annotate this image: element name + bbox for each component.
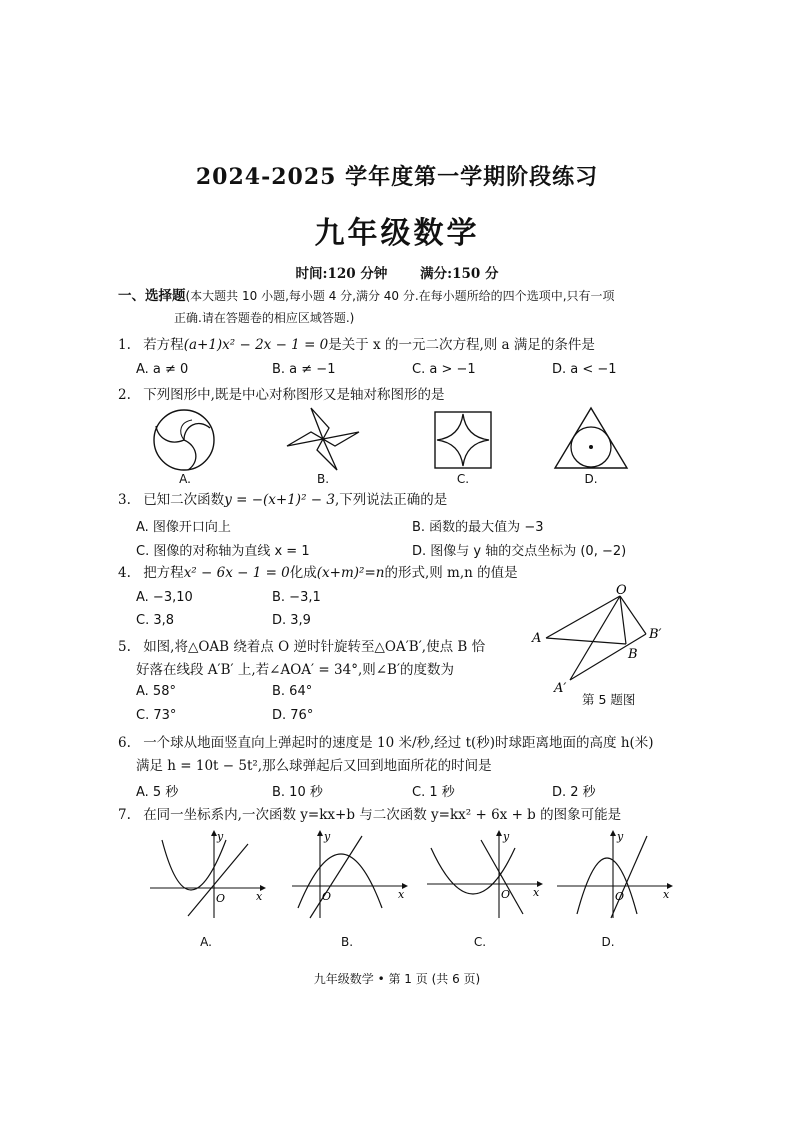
q6-line-1: 一个球从地面竖直向上弹起时的速度是 10 米/秒,经过 t(秒)时球距离地面的高度 h(米) (143, 735, 654, 751)
square-star-figure (433, 410, 493, 470)
q3-option-b: B. 函数的最大值为 −3 (412, 520, 544, 535)
q2-label-a: A. (179, 472, 191, 486)
graph-option-c (425, 830, 543, 920)
page-footer: 九年级数学 • 第 1 页 (共 6 页) (313, 972, 481, 986)
q4-stem-a: 把方程 (143, 565, 184, 581)
q3-stem-a: 已知二次函数 (143, 492, 225, 508)
q4-option-b: B. −3,1 (272, 590, 321, 605)
point-b-label: B (628, 647, 638, 662)
y-axis-label: y (324, 830, 331, 843)
q1-option-a: A. a ≠ 0 (136, 362, 189, 377)
q3-option-a: A. 图像开口向上 (136, 520, 231, 535)
q5-option-a: A. 58° (136, 684, 176, 699)
subject-title: 九年级数学 (314, 216, 480, 251)
point-o-label: O (616, 583, 627, 598)
question-number: 3. (118, 492, 131, 508)
graph-option-b (290, 830, 408, 920)
x-axis-label: x (256, 890, 263, 903)
q3-expression: y = −(x+1)² − 3 (224, 492, 335, 508)
question-7 (118, 805, 718, 825)
q1-option-c: C. a > −1 (412, 362, 476, 377)
origin-label: O (216, 892, 226, 905)
pinwheel-figure (285, 406, 361, 472)
q7-label-c: C. (473, 935, 487, 949)
q4-expression: x² − 6x − 1 = 0 (183, 565, 290, 581)
q4-expression-2: (x+m)²=n (316, 565, 385, 581)
y-axis-label: y (217, 830, 224, 843)
question-number: 6. (118, 735, 131, 751)
section-heading (118, 285, 698, 329)
q5-option-b: B. 64° (272, 684, 313, 699)
question-5 (118, 637, 538, 657)
q4-stem-b: 化成 (289, 565, 317, 581)
graph-option-d (555, 830, 673, 920)
question-number: 1. (118, 337, 131, 353)
question-number: 7. (118, 807, 131, 823)
q3-option-c: C. 图像的对称轴为直线 x = 1 (136, 544, 310, 559)
point-a-label: A (532, 631, 542, 646)
q6-option-b: B. 10 秒 (272, 785, 323, 800)
q5-line-1: 如图,将△OAB 绕着点 O 逆时针旋转至△OA′B′,使点 B 恰 (143, 639, 486, 655)
time-limit: 时间:120 分钟 (295, 266, 388, 282)
q1-stem-a: 若方程 (143, 337, 184, 353)
q5-option-d: D. 76° (272, 708, 314, 723)
section-note-line2: 正确.请在答题卷的相应区域答题.) (174, 311, 355, 325)
q2-label-d: D. (584, 472, 598, 486)
q1-option-b: B. a ≠ −1 (272, 362, 336, 377)
q2-label-b: B. (316, 472, 330, 486)
q2-stem: 下列图形中,既是中心对称图形又是轴对称图形的是 (143, 387, 445, 403)
q5-line-2: 好落在线段 A′B′ 上,若∠AOA′ = 34°,则∠B′的度数为 (136, 662, 455, 678)
section-title: 一、选择题 (118, 288, 186, 304)
q1-option-d: D. a < −1 (552, 362, 617, 377)
q4-option-c: C. 3,8 (136, 613, 175, 628)
x-axis-label: x (398, 888, 405, 901)
question-4 (118, 563, 518, 583)
q7-label-a: A. (200, 935, 212, 949)
question-1 (118, 335, 595, 355)
q6-option-a: A. 5 秒 (136, 785, 179, 800)
q1-expression: (a+1)x² − 2x − 1 = 0 (183, 337, 329, 353)
question-2 (118, 385, 444, 405)
q3-stem-b: ,下列说法正确的是 (334, 492, 448, 508)
x-axis-label: x (663, 888, 670, 901)
q2-label-c: C. (456, 472, 470, 486)
origin-label: O (501, 888, 511, 901)
point-b-prime-label: B′ (649, 627, 662, 642)
section-note-line1: (本大题共 10 小题,每小题 4 分,满分 40 分.在每小题所给的四个选项中,只有一项 (185, 289, 615, 303)
swirl-circle-figure (148, 408, 220, 472)
y-axis-label: y (617, 830, 624, 843)
graph-option-a (148, 830, 266, 920)
q5-figure-caption: 第 5 题图 (582, 692, 636, 707)
rotation-triangle-figure (528, 583, 678, 700)
origin-label: O (322, 890, 332, 903)
q4-option-d: D. 3,9 (272, 613, 311, 628)
point-a-prime-label: A′ (554, 681, 567, 696)
q5-option-c: C. 73° (136, 708, 177, 723)
question-6 (118, 733, 718, 753)
q1-stem-b: 是关于 x 的一元二次方程,则 a 满足的条件是 (328, 337, 595, 353)
question-number: 2. (118, 387, 131, 403)
q4-option-a: A. −3,10 (136, 590, 193, 605)
q6-line-2: 满足 h = 10t − 5t²,那么球弹起后又回到地面所花的时间是 (136, 758, 492, 774)
triangle-incircle-figure (553, 406, 629, 470)
question-number: 4. (118, 565, 131, 581)
full-score: 满分:150 分 (420, 266, 499, 282)
q7-label-b: B. (340, 935, 354, 949)
question-number: 5. (118, 639, 131, 655)
q6-option-d: D. 2 秒 (552, 785, 596, 800)
origin-label: O (615, 890, 625, 903)
q7-stem: 在同一坐标系内,一次函数 y=kx+b 与二次函数 y=kx² + 6x + b 的图象可能是 (143, 807, 622, 823)
q4-stem-c: 的形式,则 m,n 的值是 (384, 565, 518, 581)
q6-option-c: C. 1 秒 (412, 785, 455, 800)
x-axis-label: x (533, 886, 540, 899)
exam-title: 2024-2025 学年度第一学期阶段练习 (195, 164, 599, 190)
question-3 (118, 490, 447, 510)
q7-label-d: D. (601, 935, 615, 949)
y-axis-label: y (503, 830, 510, 843)
q3-option-d: D. 图像与 y 轴的交点坐标为 (0, −2) (412, 544, 627, 559)
time-score-info (0, 262, 794, 282)
